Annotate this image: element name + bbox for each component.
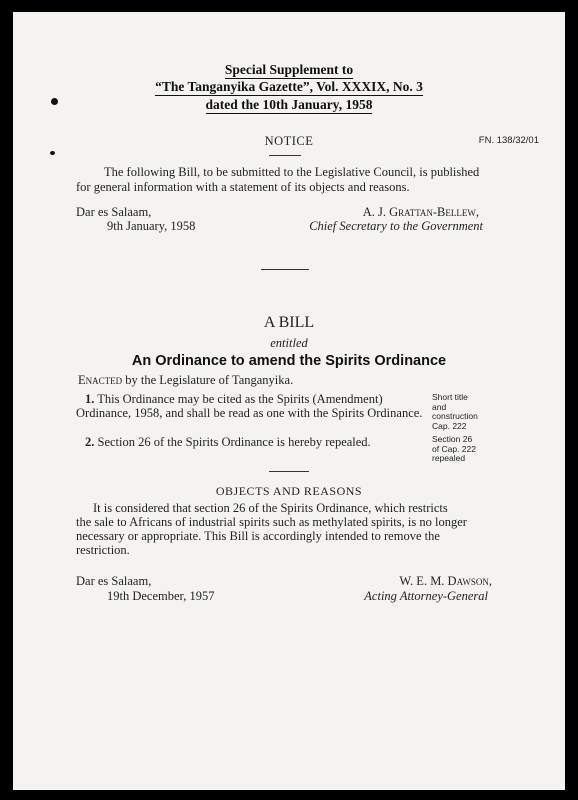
enacting-clause: Enacted by the Legislature of Tanganyika.: [78, 373, 294, 387]
gazette-page: [13, 12, 565, 790]
objects-signatory: W. E. M. Dawson,: [399, 574, 492, 588]
bill-entitled: entitled: [270, 336, 308, 350]
objects-title: OBJECTS AND REASONS: [215, 484, 363, 498]
file-number: FN. 138/32/01: [478, 135, 539, 146]
punch-hole-mark: [50, 151, 55, 155]
divider: [269, 155, 301, 156]
section-1-marginal-note: Short title and construction Cap. 222: [432, 392, 478, 431]
objects-body-line: necessary or appropriate. This Bill is accordingly intended to remove the: [76, 529, 440, 543]
notice-body-line: for general information with a statement of its objects and reasons.: [76, 180, 410, 194]
objects-body-line: It is considered that section 26 of the Spirits Ordinance, which restricts: [93, 501, 448, 515]
divider: [261, 269, 309, 270]
section-1-line: Ordinance, 1958, and shall be read as one with the Spirits Ordinance.: [76, 406, 423, 420]
notice-title: NOTICE: [264, 134, 314, 148]
section-number: 2.: [85, 435, 95, 449]
bill-title: An Ordinance to amend the Spirits Ordinance: [131, 353, 447, 369]
notice-signatory: A. J. Grattan-Bellew,: [362, 205, 479, 219]
section-2-line: 2. Section 26 of the Spirits Ordinance is hereby repealed.: [85, 435, 371, 449]
objects-body-line: the sale to Africans of industrial spirits such as methylated spirits, is no longer: [76, 515, 467, 529]
objects-date: 19th December, 1957: [107, 589, 215, 603]
objects-signatory-title: Acting Attorney-General: [364, 589, 488, 603]
gazette-volume-line: “The Tanganyika Gazette”, Vol. XXXIX, No. 3: [155, 79, 423, 94]
supplement-line: Special Supplement to: [224, 62, 354, 77]
notice-signatory-title: Chief Secretary to the Government: [309, 219, 483, 233]
notice-date: 9th January, 1958: [107, 219, 196, 233]
divider: [269, 471, 309, 472]
objects-body-line: restriction.: [76, 543, 130, 557]
notice-body-line: The following Bill, to be submitted to the Legislative Council, is published: [104, 165, 480, 179]
gazette-date-line: dated the 10th January, 1958: [205, 97, 373, 112]
section-1-line: 1. This Ordinance may be cited as the Spirits (Amendment): [85, 392, 383, 406]
bill-heading: A BILL: [263, 314, 315, 331]
notice-place: Dar es Salaam,: [76, 205, 152, 219]
section-2-marginal-note: Section 26 of Cap. 222 repealed: [432, 434, 476, 463]
section-number: 1.: [85, 392, 95, 406]
objects-place: Dar es Salaam,: [76, 574, 152, 588]
